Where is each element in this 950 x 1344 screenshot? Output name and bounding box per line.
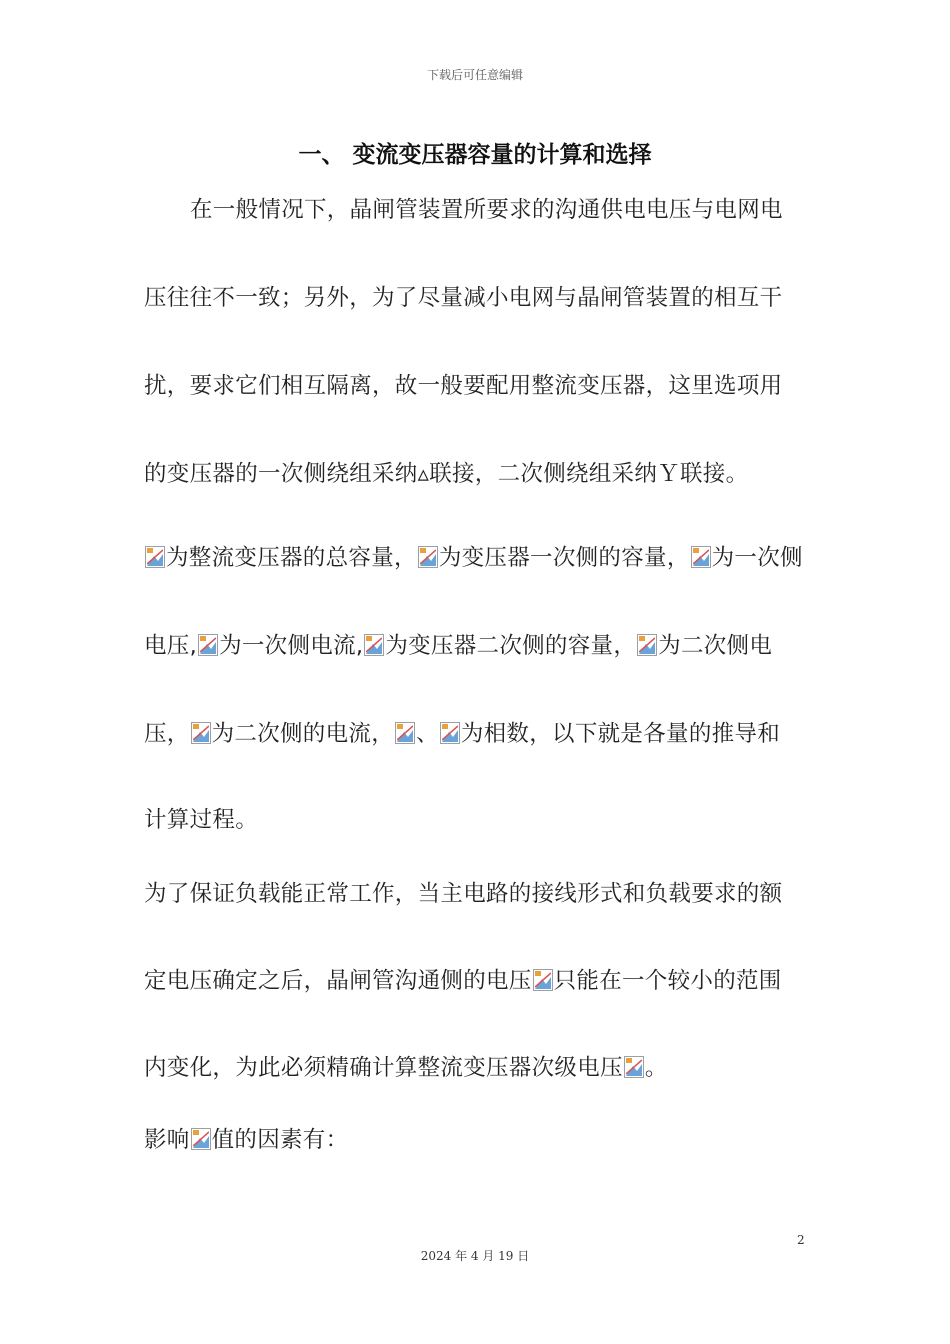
para3-line3: 内变化，为此必须精确计算整流变压器次级电压 。 (144, 1055, 668, 1081)
broken-image-icon (440, 722, 460, 744)
para3-line2: 定电压确定之后，晶闸管沟通侧的电压 只能在一个较小的范围 (144, 968, 782, 994)
broken-image-icon (364, 634, 384, 656)
para1-line1: 在一般情况下，晶闸管装置所要求的沟通供电电压与电网电 (190, 197, 783, 223)
para1-line2: 压往往不一致；另外，为了尽量减小电网与晶闸管装置的相互干 (144, 285, 783, 311)
page-number: 2 (797, 1233, 805, 1247)
para4-line1: 影响 值的因素有： (144, 1127, 349, 1153)
para2-line3: 压， 为二次侧的电流， 、 为相数，以下就是各量的推导和 (144, 721, 781, 747)
broken-image-icon (624, 1056, 644, 1078)
broken-image-icon (198, 634, 218, 656)
broken-image-icon (191, 722, 211, 744)
para1-line4: 的变压器的一次侧绕组采纳▵联接，二次侧绕组采纳Ｙ联接。 (144, 461, 749, 487)
section-title: 一、 变流变压器容量的计算和选择 (298, 142, 652, 168)
page-header: 下载后可任意编辑 (426, 68, 523, 82)
para2-line4: 计算过程。 (144, 807, 259, 833)
broken-image-icon (145, 546, 165, 568)
broken-image-icon (395, 722, 415, 744)
footer-date: 2024 年 4 月 19 日 (420, 1249, 530, 1263)
broken-image-icon (691, 546, 711, 568)
broken-image-icon (418, 546, 438, 568)
para2-line2: 电压, 为一次侧电流, 为变压器二次侧的容量， 为二次侧电 (144, 633, 773, 659)
broken-image-icon (533, 969, 553, 991)
broken-image-icon (637, 634, 657, 656)
para2-line1: 为整流变压器的总容量， 为变压器一次侧的容量， 为一次侧 (144, 543, 814, 573)
para3-line1: 为了保证负载能正常工作，当主电路的接线形式和负载要求的额 (144, 881, 783, 907)
para1-line3: 扰，要求它们相互隔离，故一般要配用整流变压器，这里选项用 (144, 373, 783, 399)
broken-image-icon (191, 1128, 211, 1150)
